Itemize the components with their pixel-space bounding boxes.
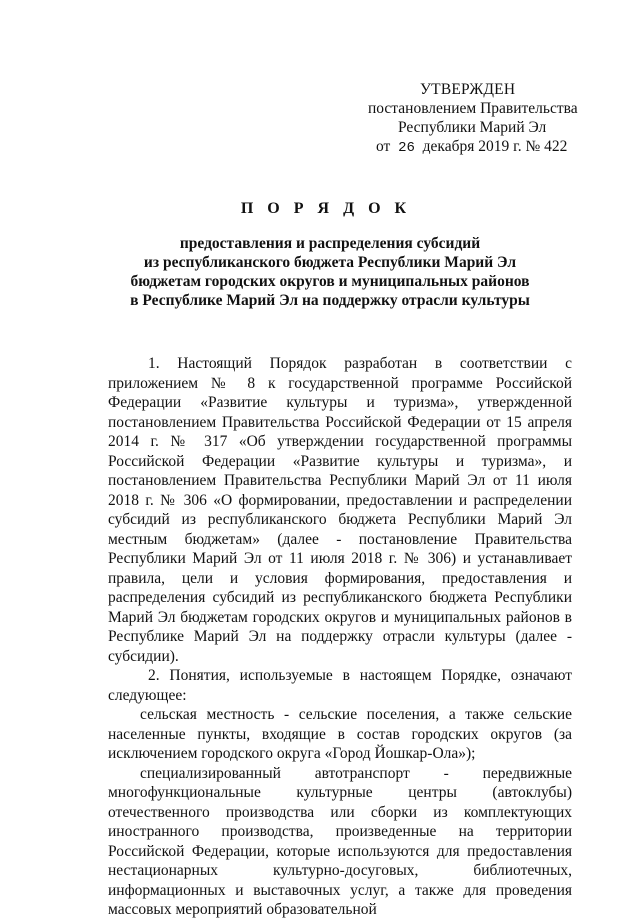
document-body bbox=[108, 354, 572, 920]
paragraph-2: 2. Понятия, используемые в настоящем Порядке, означают следующее: bbox=[108, 667, 572, 704]
approval-date-day: 26 bbox=[398, 140, 415, 156]
approval-date-prefix: от bbox=[376, 138, 391, 155]
document-title: П О Р Я Д О К bbox=[240, 200, 412, 217]
paragraph-definition-transport: специализированный автотранспорт - передвижные многофункциональные культурные центры (автоклубы) отечественного производства или сборки из комплектующих иностранного производства, произведенные на территории Российской Федерации, которые используются для предоставления нестационарных культурно-досуговых, библиотечных, информационных и выставочных услуг, а также для проведения массовых мероприятий образовательной bbox=[108, 764, 572, 918]
approval-line-resolution: постановлением Правительства bbox=[368, 100, 578, 117]
subtitle-line: бюджетам городских округов и муниципальных районов bbox=[130, 273, 530, 290]
subtitle-line: в Республике Марий Эл на поддержку отрасли культуры bbox=[130, 292, 530, 309]
approval-date-rest: декабря 2019 г. № 422 bbox=[422, 138, 568, 155]
approval-stamp bbox=[362, 80, 582, 158]
subtitle-line: из республиканского бюджета Республики Марий Эл bbox=[143, 254, 517, 271]
approval-title: УТВЕРЖДЕН bbox=[420, 81, 516, 98]
paragraph-1: 1. Настоящий Порядок разработан в соответствии с приложением № 8 к государственной программе Российской Федерации «Развитие культуры и туризма», утвержденной постановлением Правительства Российской Федерации от 15 апреля 2014 г. № 317 «Об утверждении государственной программы Российской Федерации «Развитие культуры и туризма», и постановлением Правительства Республики Марий Эл от 11 июля 2018 г. № 306 «О формировании, предоставлении и распределении субсидий из республиканского бюджета Республики Марий Эл местным бюджетам» (далее - постановление Правительства Республики Марий Эл от 11 июля 2018 г. № 306) и устанавливает правила, цели и условия формирования, предоставления и распределения субсидий из республиканского бюджета Республики Марий Эл бюджетам городских округов и муниципальных районов в Республике Марий Эл на поддержку отрасли культуры (далее - субсидии). bbox=[108, 355, 572, 665]
document-subtitle bbox=[100, 234, 560, 310]
approval-date bbox=[362, 137, 582, 158]
approval-line-republic: Республики Марий Эл bbox=[398, 119, 547, 136]
subtitle-line: предоставления и распределения субсидий bbox=[179, 235, 481, 252]
paragraph-definition-rural: сельская местность - сельские поселения, а также сельские населенные пункты, входящие в состав городских округов (за исключением городского округа «Город Йошкар-Ола»); bbox=[108, 706, 572, 762]
